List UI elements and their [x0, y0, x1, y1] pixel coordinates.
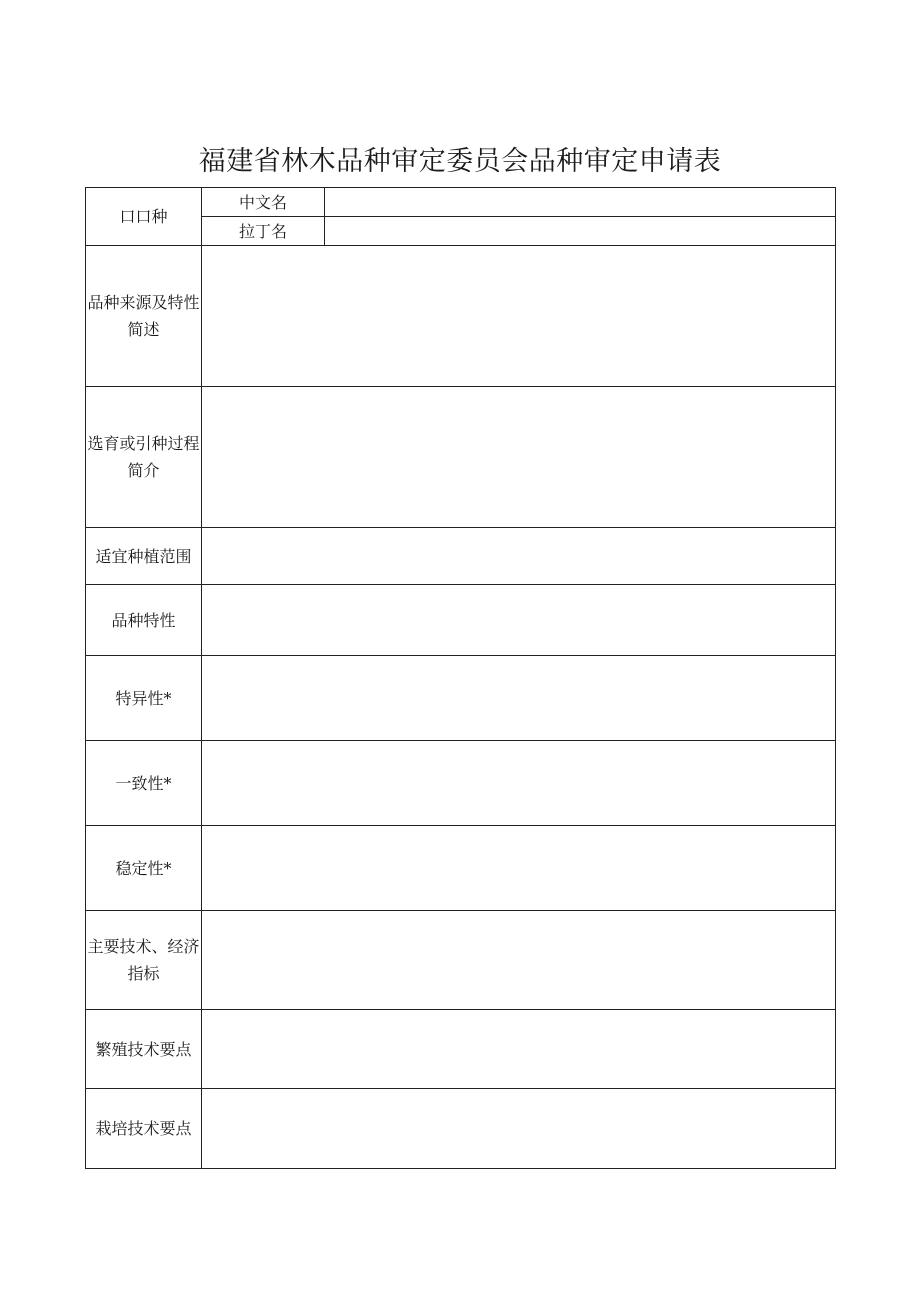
latin-name-label: 拉丁名: [238, 221, 287, 241]
table-row-planting-range: [86, 528, 836, 585]
cultivation-field[interactable]: [202, 1089, 836, 1169]
table-row-indicators: [86, 911, 836, 1010]
table-row-uniformity: [86, 741, 836, 826]
indicators-label: 主要技术、经济指标: [87, 937, 200, 983]
propagation-label: 繁殖技术要点: [95, 1039, 192, 1059]
chinese-name-label-cell: [202, 188, 325, 217]
chinese-name-label: 中文名: [238, 192, 287, 212]
variety-label-cell: [86, 188, 202, 246]
stability-label-cell: [86, 826, 202, 911]
table-row-characteristics: [86, 585, 836, 656]
table-row-breeding: [86, 387, 836, 528]
latin-name-field[interactable]: [325, 217, 836, 246]
uniformity-label: 一致性*: [115, 773, 172, 793]
chinese-name-field[interactable]: [325, 188, 836, 217]
source-field[interactable]: [202, 246, 836, 387]
planting-range-label: 适宜种植范围: [95, 546, 192, 566]
distinctness-label: 特异性*: [115, 688, 172, 708]
latin-name-label-cell: [202, 217, 325, 246]
uniformity-field[interactable]: [202, 741, 836, 826]
source-label: 品种来源及特性简述: [87, 293, 200, 339]
planting-range-field[interactable]: [202, 528, 836, 585]
breeding-label: 选育或引种过程简介: [87, 434, 200, 480]
application-form-table: [85, 187, 836, 1169]
propagation-field[interactable]: [202, 1010, 836, 1089]
table-row-chinese-name: [86, 188, 836, 217]
variety-label: 口口种: [119, 207, 168, 226]
table-row-propagation: [86, 1010, 836, 1089]
characteristics-label-cell: [86, 585, 202, 656]
cultivation-label-cell: [86, 1089, 202, 1169]
distinctness-label-cell: [86, 656, 202, 741]
characteristics-label: 品种特性: [111, 610, 176, 630]
characteristics-field[interactable]: [202, 585, 836, 656]
stability-label: 稳定性*: [115, 858, 172, 878]
page-title: 福建省林木品种审定委员会品种审定申请表: [198, 146, 722, 177]
planting-range-label-cell: [86, 528, 202, 585]
cultivation-label: 栽培技术要点: [95, 1119, 192, 1138]
source-label-cell: [86, 246, 202, 387]
distinctness-field[interactable]: [202, 656, 836, 741]
breeding-field[interactable]: [202, 387, 836, 528]
breeding-label-cell: [86, 387, 202, 528]
propagation-label-cell: [86, 1010, 202, 1089]
indicators-field[interactable]: [202, 911, 836, 1010]
indicators-label-cell: [86, 911, 202, 1010]
uniformity-label-cell: [86, 741, 202, 826]
table-row-source: [86, 246, 836, 387]
table-row-cultivation: [86, 1089, 836, 1169]
table-row-distinctness: [86, 656, 836, 741]
stability-field[interactable]: [202, 826, 836, 911]
table-row-stability: [86, 826, 836, 911]
